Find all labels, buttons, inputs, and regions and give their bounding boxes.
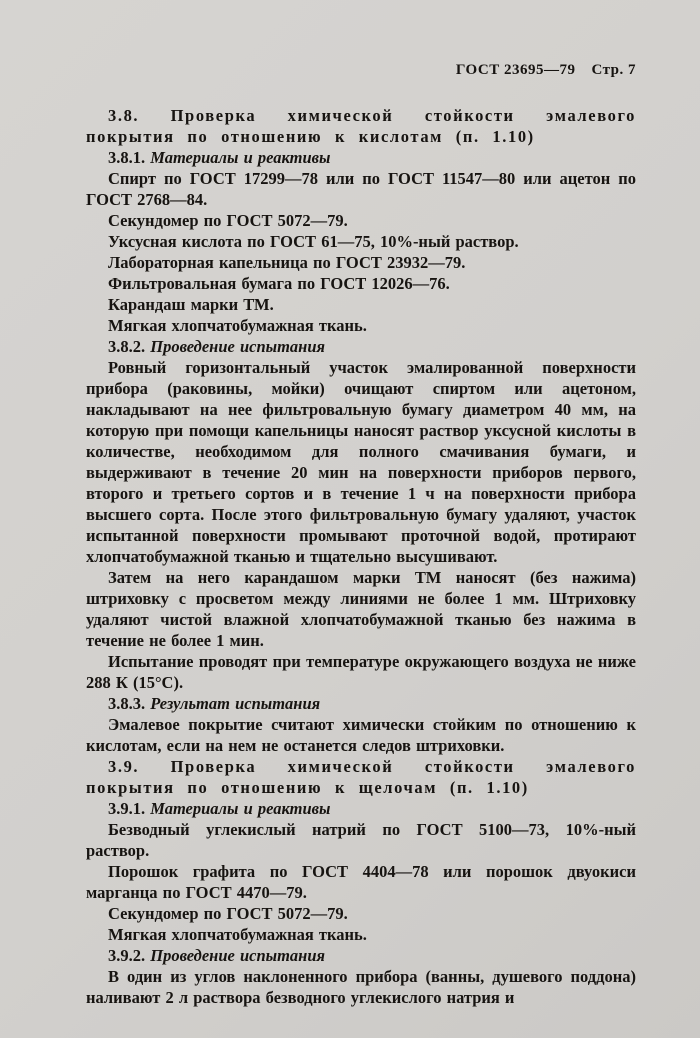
paragraph: Затем на него карандашом марки ТМ наносят (без нажима) штриховку с просветом между линиями не более 1 мм. Штриховку удаляют чистой влажной хлопчатобумажной тканью без нажима в течение не более 1 мин. [86,568,636,650]
section-heading: 3.9. Проверка химической стойкости эмалевого покрытия по отношению к щелочам (п. 1.10) [86,757,636,797]
subsection-title: Проведение испытания [150,946,326,965]
paragraph: Фильтровальная бумага по ГОСТ 12026—76. [108,274,450,293]
paragraph: Ровный горизонтальный участок эмалированной поверхности прибора (раковины, мойки) очищают спиртом или ацетоном, накладывают на нее фильтровальную бумагу диаметром 40 мм, на которую при помощи капельницы наносят раствор уксусной кислоты в количестве, необходимом для полного смачивания бумаги, и выдерживают в течение 20 мин на поверхности приборов первого, второго и третьего сортов и в течение 1 ч на поверхности прибора высшего сорта. После этого фильтровальную бумагу удаляют, участок испытанной поверхности промывают проточной водой, протирают хлопчатобумажной тканью и тщательно высушивают. [86,358,636,566]
paragraph: Испытание проводят при температуре окружающего воздуха не ниже 288 К (15°С). [86,652,636,692]
paragraph: В один из углов наклоненного прибора (ванны, душевого поддона) наливают 2 л раствора безводного углекислого натрия и [86,967,636,1007]
section-heading: 3.8. Проверка химической стойкости эмалевого покрытия по отношению к кислотам (п. 1.10) [86,106,636,146]
document-body [86,105,636,1008]
paragraph: Карандаш марки ТМ. [108,295,274,314]
subsection-heading [86,147,636,168]
paragraph: Мягкая хлопчатобумажная ткань. [108,316,367,335]
subsection-heading [86,798,636,819]
subsection-number: 3.8.3. [108,694,151,713]
subsection-title: Материалы и реактивы [150,148,331,167]
subsection-title: Проведение испытания [150,337,326,356]
paragraph: Порошок графита по ГОСТ 4404—78 или порошок двуокиси марганца по ГОСТ 4470—79. [86,862,636,902]
subsection-heading [86,336,636,357]
subsection-heading [86,945,636,966]
paragraph: Безводный углекислый натрий по ГОСТ 5100—73, 10%-ный раствор. [86,820,636,860]
subsection-heading [86,693,636,714]
paragraph: Секундомер по ГОСТ 5072—79. [108,211,348,230]
page-header [86,62,636,79]
subsection-number: 3.9.2. [108,946,151,965]
subsection-number: 3.8.1. [108,148,151,167]
standard-reference: ГОСТ 23695—79 [455,62,576,78]
subsection-number: 3.9.1. [108,799,151,818]
paragraph: Спирт по ГОСТ 17299—78 или по ГОСТ 11547—80 или ацетон по ГОСТ 2768—84. [86,169,636,209]
paragraph: Лабораторная капельница по ГОСТ 23932—79. [108,253,466,272]
paragraph: Уксусная кислота по ГОСТ 61—75, 10%-ный раствор. [108,232,519,251]
subsection-number: 3.8.2. [108,337,151,356]
page-number: Стр. 7 [591,62,636,78]
paragraph: Секундомер по ГОСТ 5072—79. [108,904,348,923]
subsection-title: Материалы и реактивы [150,799,331,818]
paragraph: Эмалевое покрытие считают химически стойким по отношению к кислотам, если на нем не останется следов штриховки. [86,715,636,755]
subsection-title: Результат испытания [150,694,321,713]
paragraph: Мягкая хлопчатобумажная ткань. [108,925,367,944]
